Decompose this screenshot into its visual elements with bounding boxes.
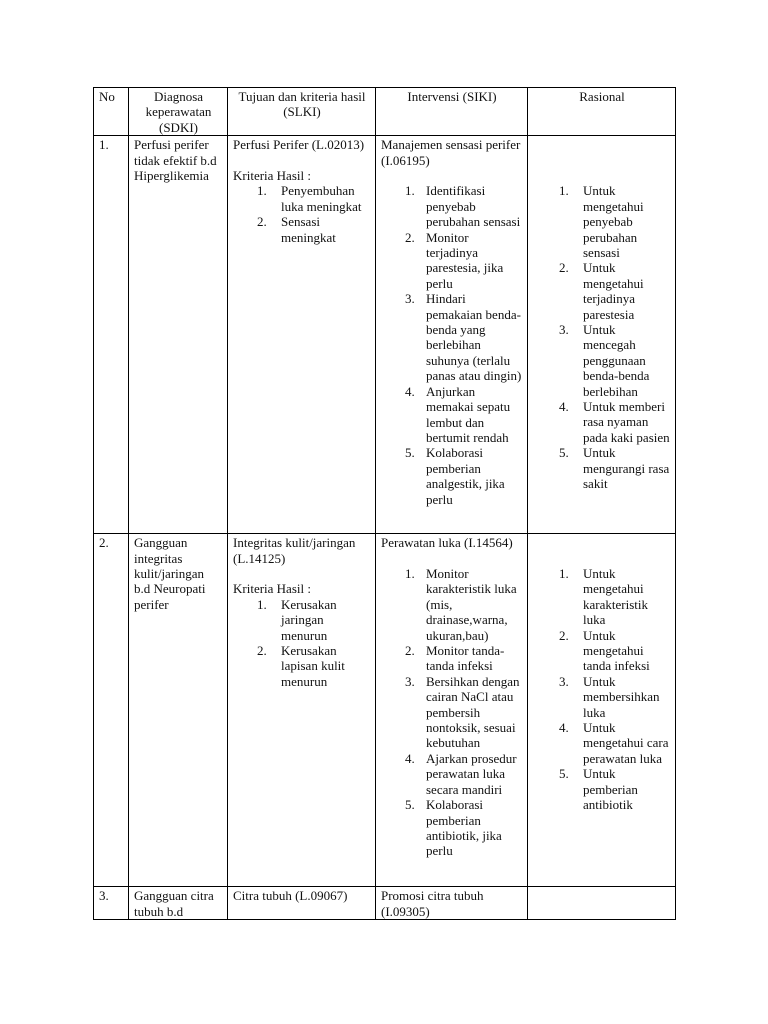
header-tujuan: Tujuan dan kriteria hasil (SLKI)	[228, 88, 376, 136]
row-number: 2.	[94, 534, 129, 887]
rationale-list	[533, 566, 671, 813]
list-item: 2. Untuk mengetahui tanda infeksi	[559, 627, 650, 674]
outcome-cell	[228, 534, 376, 887]
list-item: 4. Ajarkan prosedur perawatan luka secara mandiri	[405, 750, 517, 797]
list-item: 1. Monitor karakteristik luka (mis, drainase,warna, ukuran,bau)	[405, 566, 517, 643]
list-item: 5. Kolaborasi pemberian analgestik, jika perlu	[405, 445, 505, 507]
list-item: 1. Untuk mengetahui karakteristik luka	[559, 566, 648, 628]
list-item: 3. Hindari pemakaian benda-benda yang berlebihan suhunya (terlalu panas atau dingin)	[405, 291, 522, 384]
rationale-cell	[528, 136, 676, 534]
diagnosis-cell: Perfusi perifer tidak efektif b.d Hiperglikemia	[129, 136, 228, 534]
header-rasional: Rasional	[528, 88, 676, 136]
nursing-care-table	[93, 87, 676, 920]
list-item: 3. Bersihkan dengan cairan NaCl atau pembersih nontoksik, sesuai kebutuhan	[405, 673, 520, 751]
list-item: 3. Untuk membersihkan luka	[559, 673, 660, 720]
intervention-cell: Promosi citra tubuh (I.09305)	[376, 887, 528, 920]
table-row	[94, 887, 676, 920]
criteria-label: Kriteria Hasil :	[233, 168, 311, 184]
row-number: 3.	[94, 887, 129, 920]
criteria-list	[233, 597, 371, 689]
list-item: 1. Identifikasi penyebab perubahan sensasi	[405, 183, 521, 230]
criteria-list	[233, 183, 371, 245]
table-row	[94, 136, 676, 534]
rationale-cell	[528, 534, 676, 887]
list-item: 1. Penyembuhan luka meningkat	[257, 183, 362, 214]
list-item: 2. Monitor terjadinya parestesia, jika perlu	[405, 229, 504, 291]
list-item: 5. Untuk mengurangi rasa sakit	[559, 445, 670, 492]
list-item: 2. Monitor tanda-tanda infeksi	[405, 643, 505, 674]
rationale-cell	[528, 887, 676, 920]
intervention-title: Perawatan luka (I.14564)	[381, 535, 513, 551]
list-item: 5. Kolaborasi pemberian antibiotik, jika perlu	[405, 797, 502, 859]
intervention-list	[381, 566, 523, 859]
intervention-list	[381, 183, 523, 507]
outcome-title: Perfusi Perifer (L.02013)	[233, 137, 365, 153]
list-item: 2. Untuk mengetahui terjadinya parestesia	[559, 260, 644, 322]
intervention-title: Manajemen sensasi perifer (I.06195)	[381, 137, 521, 168]
intervention-cell	[376, 136, 528, 534]
list-item: 4. Anjurkan memakai sepatu lembut dan bertumit rendah	[405, 383, 511, 445]
row-number: 1.	[94, 136, 129, 534]
header-no: No	[94, 88, 129, 136]
outcome-cell: Citra tubuh (L.09067)	[228, 887, 376, 920]
list-item: 2. Kerusakan lapisan kulit menurun	[257, 643, 345, 689]
intervention-cell	[376, 534, 528, 887]
diagnosis-cell: Gangguan citra tubuh b.d	[129, 887, 228, 920]
header-diagnosa: Diagnosa keperawatan (SDKI)	[129, 88, 228, 136]
list-item: 1. Kerusakan jaringan menurun	[257, 596, 337, 643]
list-item: 1. Untuk mengetahui penyebab perubahan sensasi	[559, 183, 644, 261]
list-item: 3. Untuk mencegah penggunaan benda-benda berlebihan	[559, 322, 650, 399]
outcome-title: Integritas kulit/jaringan (L.14125)	[233, 535, 356, 566]
header-intervensi: Intervensi (SIKI)	[376, 88, 528, 136]
list-item: 4. Untuk memberi rasa nyaman pada kaki pasien	[559, 399, 670, 445]
table-row	[94, 534, 676, 887]
list-item: 4. Untuk mengetahui cara perawatan luka	[559, 720, 669, 766]
table-header-row	[94, 88, 676, 136]
list-item: 5. Untuk pemberian antibiotik	[559, 766, 638, 813]
diagnosis-cell: Gangguan integritas kulit/jaringan b.d Neuropati perifer	[129, 534, 228, 887]
criteria-label: Kriteria Hasil :	[233, 581, 311, 597]
rationale-list	[533, 183, 671, 491]
list-item: 2. Sensasi meningkat	[257, 214, 336, 245]
outcome-cell	[228, 136, 376, 534]
